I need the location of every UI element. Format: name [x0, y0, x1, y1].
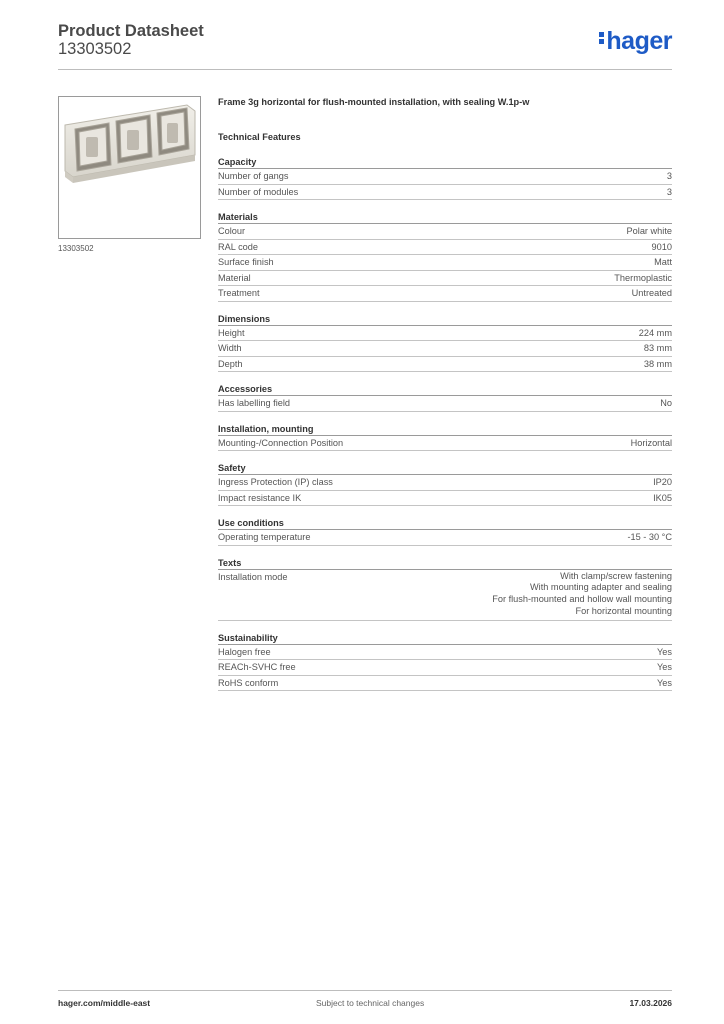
spec-value: Horizontal — [630, 437, 672, 448]
spec-value: 3 — [666, 171, 672, 181]
frame-3g-product-icon — [59, 97, 200, 238]
page-footer — [58, 998, 672, 1010]
spec-value: 83 mm — [643, 343, 672, 353]
technical-features-heading: Technical Features — [218, 132, 301, 142]
spec-row — [218, 271, 672, 287]
product-title: Frame 3g horizontal for flush-mounted installation, with sealing W.1p-w — [218, 97, 530, 107]
spec-row — [218, 341, 672, 357]
spec-row — [218, 436, 672, 452]
spec-row — [218, 570, 672, 621]
spec-row — [218, 240, 672, 256]
section — [218, 517, 672, 546]
spec-row — [218, 326, 672, 342]
page-header — [58, 22, 672, 68]
spec-row — [218, 357, 672, 373]
spec-label: Ingress Protection (IP) class — [218, 477, 333, 487]
section — [218, 211, 672, 302]
feature-sections — [218, 156, 672, 691]
spec-label: Surface finish — [218, 257, 274, 267]
spec-label: Mounting-/Connection Position — [218, 437, 344, 448]
spec-row — [218, 255, 672, 271]
product-number: 13303502 — [58, 40, 132, 58]
spec-label: Has labelling field — [218, 398, 291, 408]
section-title: Safety — [218, 462, 672, 475]
header-divider — [58, 69, 672, 70]
section — [218, 462, 672, 506]
spec-value: Yes — [657, 646, 672, 657]
spec-value: -15 - 30 °C — [627, 532, 672, 542]
spec-row — [218, 185, 672, 201]
spec-row — [218, 475, 672, 491]
section — [218, 557, 672, 621]
spec-label: Impact resistance IK — [218, 492, 302, 503]
section-title: Sustainability — [218, 632, 672, 645]
spec-value: Yes — [657, 677, 672, 688]
spec-row — [218, 491, 672, 507]
section-title: Accessories — [218, 383, 672, 396]
spec-label: Number of modules — [218, 186, 299, 197]
spec-row — [218, 396, 672, 412]
spec-label: Material — [218, 272, 251, 283]
spec-label: Height — [218, 327, 245, 338]
footer-notice: Subject to technical changes — [316, 998, 425, 1008]
section-title: Capacity — [218, 156, 672, 169]
spec-value: Yes — [657, 662, 672, 673]
spec-label: Depth — [218, 358, 243, 369]
spec-row — [218, 645, 672, 661]
spec-label: REACh-SVHC free — [218, 662, 296, 673]
spec-value-line: With mounting adapter and sealing — [530, 582, 672, 593]
hager-logo — [599, 28, 672, 54]
section-title: Texts — [218, 557, 672, 570]
spec-label: Installation mode — [218, 571, 288, 582]
spec-row — [218, 286, 672, 302]
spec-value: Polar white — [626, 226, 672, 236]
section — [218, 632, 672, 692]
spec-value: No — [660, 398, 672, 408]
section — [218, 423, 672, 452]
section — [218, 313, 672, 373]
section-title: Dimensions — [218, 313, 672, 326]
document-title: Product Datasheet — [58, 22, 204, 40]
spec-value: 224 mm — [638, 327, 672, 338]
spec-row — [218, 169, 672, 185]
spec-label: Treatment — [218, 288, 260, 298]
logo-dots-icon — [599, 30, 604, 46]
section-title: Materials — [218, 211, 672, 224]
spec-value — [492, 571, 672, 618]
logo-text: hager — [606, 27, 672, 55]
spec-label: Width — [218, 343, 242, 353]
spec-label: RoHS conform — [218, 677, 279, 688]
footer-date: 17.03.2026 — [629, 998, 672, 1008]
section — [218, 156, 672, 200]
spec-value-line: For flush-mounted and hollow wall mounting — [492, 594, 672, 605]
section — [218, 383, 672, 412]
spec-value: 9010 — [651, 241, 672, 252]
footer-divider — [58, 990, 672, 991]
spec-label: Colour — [218, 226, 246, 236]
spec-value: 3 — [666, 186, 672, 197]
spec-row — [218, 660, 672, 676]
datasheet-content — [218, 95, 672, 691]
spec-label: Number of gangs — [218, 171, 289, 181]
product-image — [58, 96, 201, 239]
spec-row — [218, 224, 672, 240]
image-caption: 13303502 — [58, 244, 94, 253]
spec-label: RAL code — [218, 241, 259, 252]
spec-value: Untreated — [631, 288, 672, 298]
footer-website: hager.com/middle-east — [58, 998, 151, 1008]
spec-value: Matt — [654, 257, 672, 267]
spec-value: IK05 — [653, 492, 672, 503]
spec-value: IP20 — [653, 477, 672, 487]
spec-value: Thermoplastic — [614, 272, 672, 283]
spec-row — [218, 676, 672, 692]
section-title: Installation, mounting — [218, 423, 672, 436]
spec-label: Operating temperature — [218, 532, 311, 542]
spec-label: Halogen free — [218, 646, 271, 657]
spec-value: 38 mm — [643, 358, 672, 369]
section-title: Use conditions — [218, 517, 672, 530]
spec-row — [218, 530, 672, 546]
spec-value-line: For horizontal mounting — [575, 605, 672, 616]
spec-value-line: With clamp/screw fastening — [560, 570, 672, 581]
